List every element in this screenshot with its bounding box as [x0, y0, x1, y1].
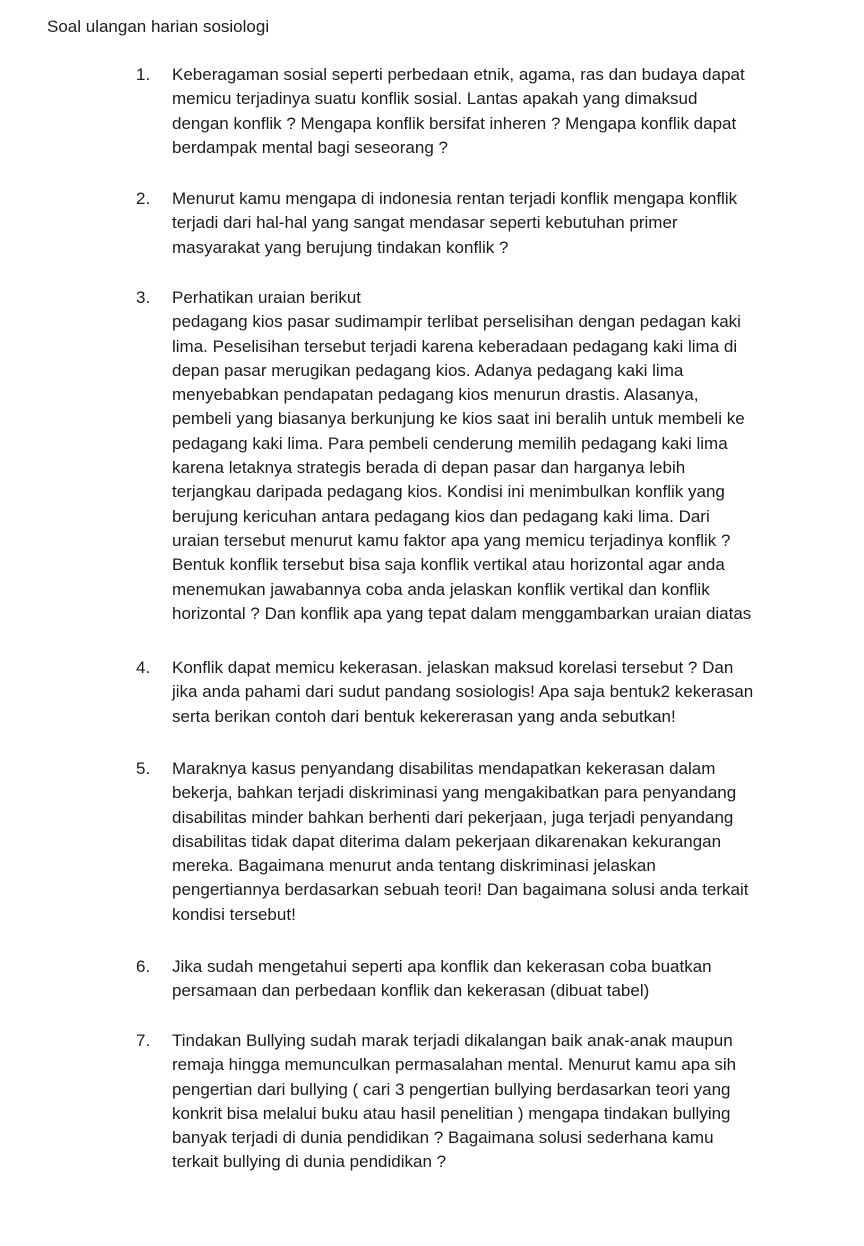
question-line: disabilitas tidak dapat diterima dalam pekerjaan dikarenakan kekurangan — [172, 831, 722, 851]
question-text — [172, 63, 826, 160]
question-item — [136, 656, 826, 729]
question-line: banyak terjadi di dunia pendidikan ? Bagaimana solusi sederhana kamu — [172, 1128, 714, 1148]
question-line: Maraknya kasus penyandang disabilitas mendapatkan kekerasan dalam — [172, 759, 716, 778]
question-line: Jika sudah mengetahui seperti apa konflik dan kekerasan coba buatkan — [172, 957, 712, 976]
question-line: pengertiannya berdasarkan sebuah teori! Dan bagaimana solusi anda terkait — [172, 880, 749, 900]
question-line: persamaan dan perbedaan konflik dan kekerasan (dibuat tabel) — [172, 981, 650, 1001]
question-line: memicu terjadinya suatu konflik sosial. Lantas apakah yang dimaksud — [172, 89, 698, 109]
question-line: dengan konflik ? Mengapa konflik bersifat inheren ? Mengapa konflik dapat — [172, 113, 737, 133]
question-line: berdampak mental bagi seseorang ? — [172, 137, 448, 157]
question-item — [136, 286, 826, 626]
question-line: konkrit bisa melalui buku atau hasil penelitian ) mengapa tindakan bullying — [172, 1103, 731, 1123]
question-line: Konflik dapat memicu kekerasan. jelaskan maksud korelasi tersebut ? Dan — [172, 658, 734, 677]
question-line: pedagang kaki lima. Para pembeli cenderung memilih pedagang kaki lima — [172, 433, 728, 453]
question-line: karena letaknya strategis berada di depan pasar dan harganya lebih — [172, 458, 686, 478]
question-line: pedagang kios pasar sudimampir terlibat perselisihan dengan pedagan kaki — [172, 312, 741, 332]
question-item — [136, 757, 826, 927]
question-line: bekerja, bahkan terjadi diskriminasi yang mengakibatkan para penyandang — [172, 783, 737, 803]
question-line: Perhatikan uraian berikut — [172, 288, 362, 307]
question-line: menemukan jawabannya coba anda jelaskan konflik vertikal dan konflik — [172, 579, 710, 599]
question-line: disabilitas minder bahkan berhenti dari pekerjaan, juga terjadi penyandang — [172, 807, 734, 827]
question-number: 1. — [136, 65, 151, 84]
question-line: berujung kericuhan antara pedagang kios dan pedagang kaki lima. Dari — [172, 506, 710, 526]
question-number: 5. — [136, 759, 151, 778]
question-line: kondisi tersebut! — [172, 904, 296, 924]
question-item — [136, 63, 826, 160]
question-line: menyebabkan pendapatan pedagang kios menurun drastis. Alasanya, — [172, 385, 699, 405]
question-line: Bentuk konflik tersebut bisa saja konflik vertikal atau horizontal agar anda — [172, 555, 725, 575]
question-line: lima. Peselisihan tersebut terjadi karena keberadaan pedagang kaki lima di — [172, 336, 738, 356]
question-line: depan pasar merugikan pedagang kios. Adanya pedagang kaki lima — [172, 360, 684, 380]
question-text — [172, 187, 826, 260]
question-line: terjadi dari hal-hal yang sangat mendasar seperti kebutuhan primer — [172, 213, 678, 233]
question-item — [136, 955, 826, 1004]
question-text — [172, 1029, 826, 1175]
question-line: uraian tersebut menurut kamu faktor apa yang memicu terjadinya konflik ? — [172, 530, 731, 550]
question-number: 7. — [136, 1031, 151, 1050]
question-line: terjangkau daripada pedagang kios. Kondisi ini menimbulkan konflik yang — [172, 482, 725, 502]
question-line: horizontal ? Dan konflik apa yang tepat dalam menggambarkan uraian diatas — [172, 603, 752, 623]
question-line: serta berikan contoh dari bentuk kekererasan yang anda sebutkan! — [172, 706, 676, 726]
question-number: 2. — [136, 189, 151, 208]
question-number: 4. — [136, 658, 151, 677]
question-line: Tindakan Bullying sudah marak terjadi dikalangan baik anak-anak maupun — [172, 1031, 733, 1050]
question-item — [136, 187, 826, 260]
question-number: 3. — [136, 288, 151, 307]
question-text — [172, 955, 826, 1004]
question-line: pembeli yang biasanya berkunjung ke kios saat ini beralih untuk membeli ke — [172, 409, 745, 429]
question-line: masyarakat yang berujung tindakan konflik ? — [172, 237, 509, 257]
question-line: mereka. Bagaimana menurut anda tentang diskriminasi jelaskan — [172, 856, 656, 876]
question-item — [136, 1029, 826, 1175]
question-text — [172, 656, 826, 729]
question-line: remaja hingga memunculkan permasalahan mental. Menurut kamu apa sih — [172, 1055, 737, 1075]
document-title: Soal ulangan harian sosiologi — [47, 17, 270, 36]
question-line: jika anda pahami dari sudut pandang sosiologis! Apa saja bentuk2 kekerasan — [172, 682, 754, 702]
question-line: Keberagaman sosial seperti perbedaan etnik, agama, ras dan budaya dapat — [172, 65, 745, 84]
question-line: pengertian dari bullying ( cari 3 pengertian bullying berdasarkan teori yang — [172, 1079, 731, 1099]
question-text — [172, 286, 826, 626]
question-number: 6. — [136, 957, 151, 976]
question-line: Menurut kamu mengapa di indonesia rentan terjadi konflik mengapa konflik — [172, 189, 738, 208]
question-text — [172, 757, 826, 927]
question-line: terkait bullying di dunia pendidikan ? — [172, 1152, 447, 1172]
